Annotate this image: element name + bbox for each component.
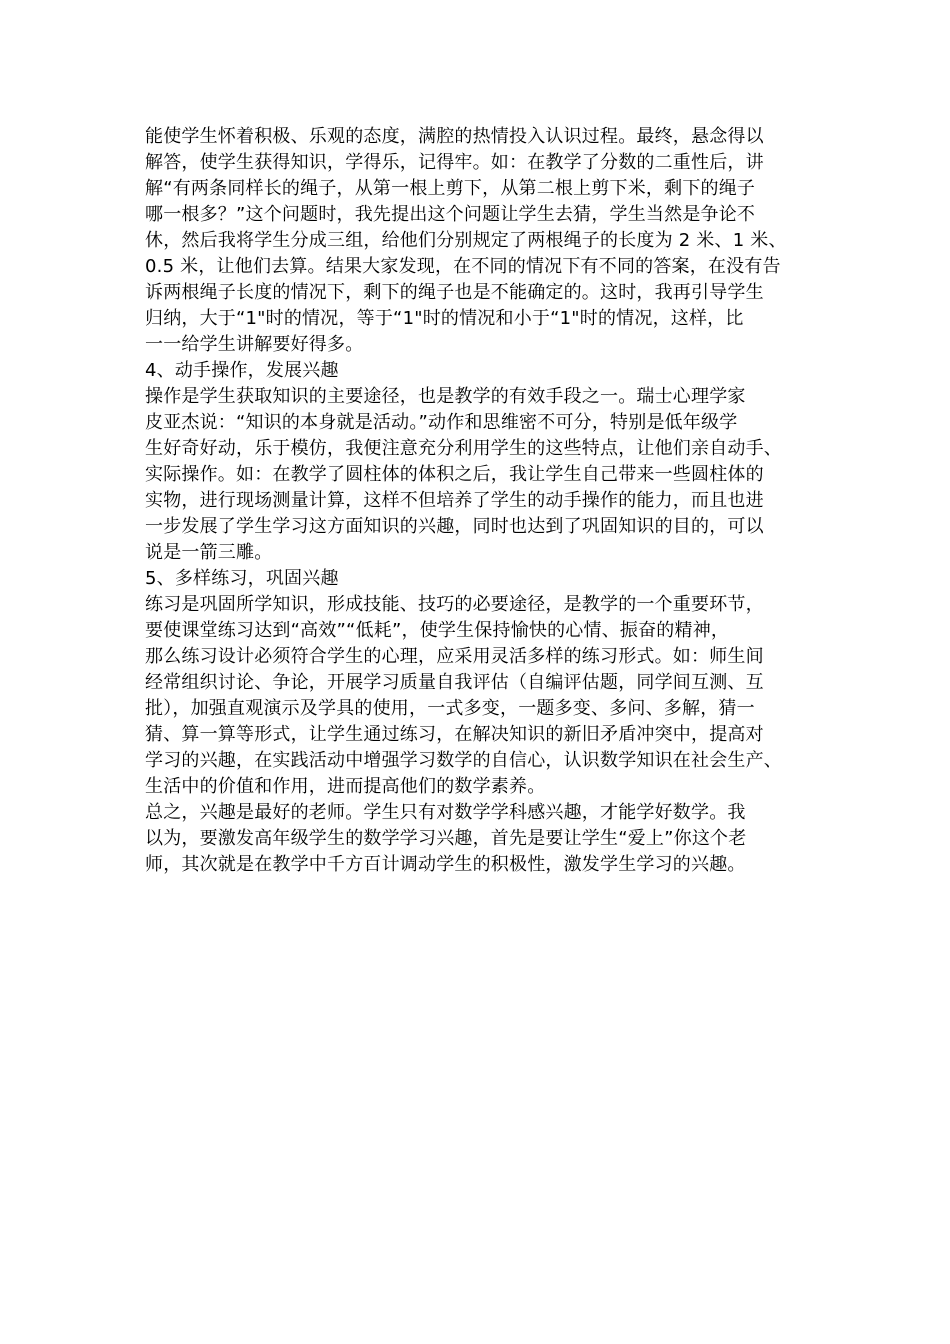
text-line: 皮亚杰说：“知识的本身就是活动。”动作和思维密不可分，特别是低年级学 [145, 412, 738, 433]
text-line: 总之，兴趣是最好的老师。学生只有对数学学科感兴趣，才能学好数学。我 [145, 802, 746, 823]
text-line: 生好奇好动，乐于模仿，我便注意充分利用学生的这些特点，让他们亲自动手、 [145, 438, 782, 459]
text-line: 一一给学生讲解要好得多。 [145, 334, 364, 355]
section-heading: 5、多样练习，巩固兴趣 [145, 568, 339, 589]
text-line: 操作是学生获取知识的主要途径，也是教学的有效手段之一。瑞士心理学家 [145, 386, 746, 407]
document-body [145, 124, 815, 878]
text-line: 猜、算一算等形式，让学生通过练习，在解决知识的新旧矛盾冲突中，提高对 [145, 724, 764, 745]
text-line: 解答，使学生获得知识，学得乐，记得牢。如：在教学了分数的二重性后，讲 [145, 152, 764, 173]
text-line: 一步发展了学生学习这方面知识的兴趣，同时也达到了巩固知识的目的，可以 [145, 516, 764, 537]
text-line: 以为，要激发高年级学生的数学学习兴趣，首先是要让学生“爱上”你这个老 [145, 828, 747, 849]
text-line: 诉两根绳子长度的情况下，剩下的绳子也是不能确定的。这时，我再引导学生 [145, 282, 764, 303]
text-line: 生活中的价值和作用，进而提高他们的数学素养。 [145, 776, 546, 797]
text-line: 实物，进行现场测量计算，这样不但培养了学生的动手操作的能力，而且也进 [145, 490, 764, 511]
text-line: 归纳，大于“1"时的情况，等于“1"时的情况和小于“1"时的情况，这样，比 [145, 308, 744, 329]
text-line: 练习是巩固所学知识，形成技能、技巧的必要途径，是教学的一个重要环节， [145, 594, 764, 615]
text-line: 要使课堂练习达到“高效”“低耗”，使学生保持愉快的心情、振奋的精神， [145, 620, 730, 641]
text-line: 学习的兴趣，在实践活动中增强学习数学的自信心，认识数学知识在社会生产、 [145, 750, 782, 771]
text-line: 实际操作。如：在教学了圆柱体的体积之后，我让学生自己带来一些圆柱体的 [145, 464, 764, 485]
text-line: 那么练习设计必须符合学生的心理，应采用灵活多样的练习形式。如：师生间 [145, 646, 764, 667]
text-line: 解“有两条同样长的绳子，从第一根上剪下，从第二根上剪下米，剩下的绳子 [145, 178, 756, 199]
text-line: 0.5 米，让他们去算。结果大家发现，在不同的情况下有不同的答案，在没有告 [145, 256, 781, 277]
text-line: 批），加强直观演示及学具的使用，一式多变，一题多变、多问、多解，猜一 [145, 698, 755, 719]
text-line: 经常组织讨论、争论，开展学习质量自我评估（自编评估题，同学间互测、互 [145, 672, 764, 693]
section-heading: 4、动手操作，发展兴趣 [145, 360, 339, 381]
text-line: 能使学生怀着积极、乐观的态度，满腔的热情投入认识过程。最终，悬念得以 [145, 126, 764, 147]
text-line: 说是一箭三雕。 [145, 542, 273, 563]
text-line: 哪一根多？”这个问题时，我先提出这个问题让学生去猜，学生当然是争论不 [145, 204, 756, 225]
text-line: 休，然后我将学生分成三组，给他们分别规定了两根绳子的长度为 2 米、1 米、 [145, 230, 787, 251]
text-line: 师，其次就是在教学中千方百计调动学生的积极性，激发学生学习的兴趣。 [145, 854, 746, 875]
